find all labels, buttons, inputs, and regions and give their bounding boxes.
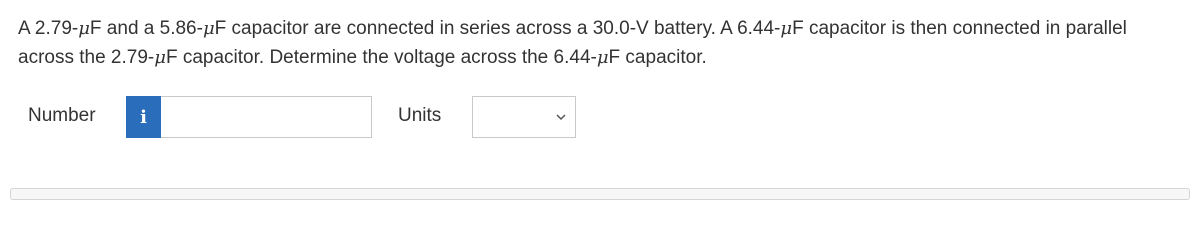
info-button[interactable] <box>126 96 161 138</box>
mu-symbol: μ <box>154 47 166 68</box>
mu-symbol: μ <box>202 18 215 39</box>
question-part-2: F and a 5.86- <box>89 18 203 39</box>
question-text <box>18 14 1188 72</box>
units-select[interactable] <box>472 96 576 138</box>
question-part-4: F capacitor is then connected in parallel across the 2.79- <box>18 18 1127 68</box>
units-label: Units <box>398 105 442 126</box>
answer-row <box>0 96 1200 140</box>
question-part-5: F capacitor. Determine the voltage across the 6.44- <box>165 47 597 68</box>
number-label: Number <box>28 105 96 126</box>
mu-symbol: μ <box>78 18 90 39</box>
chevron-down-icon <box>555 111 567 123</box>
info-icon: i <box>140 106 147 128</box>
next-panel-edge <box>10 188 1190 200</box>
question-part-3: F capacitor are connected in series across a 30.0-V battery. A 6.44- <box>214 18 781 39</box>
question-part-1: A 2.79- <box>18 18 79 39</box>
number-input[interactable] <box>161 96 372 138</box>
question-part-6: F capacitor. <box>608 47 707 68</box>
mu-symbol: μ <box>780 18 793 39</box>
mu-symbol: μ <box>596 47 609 68</box>
